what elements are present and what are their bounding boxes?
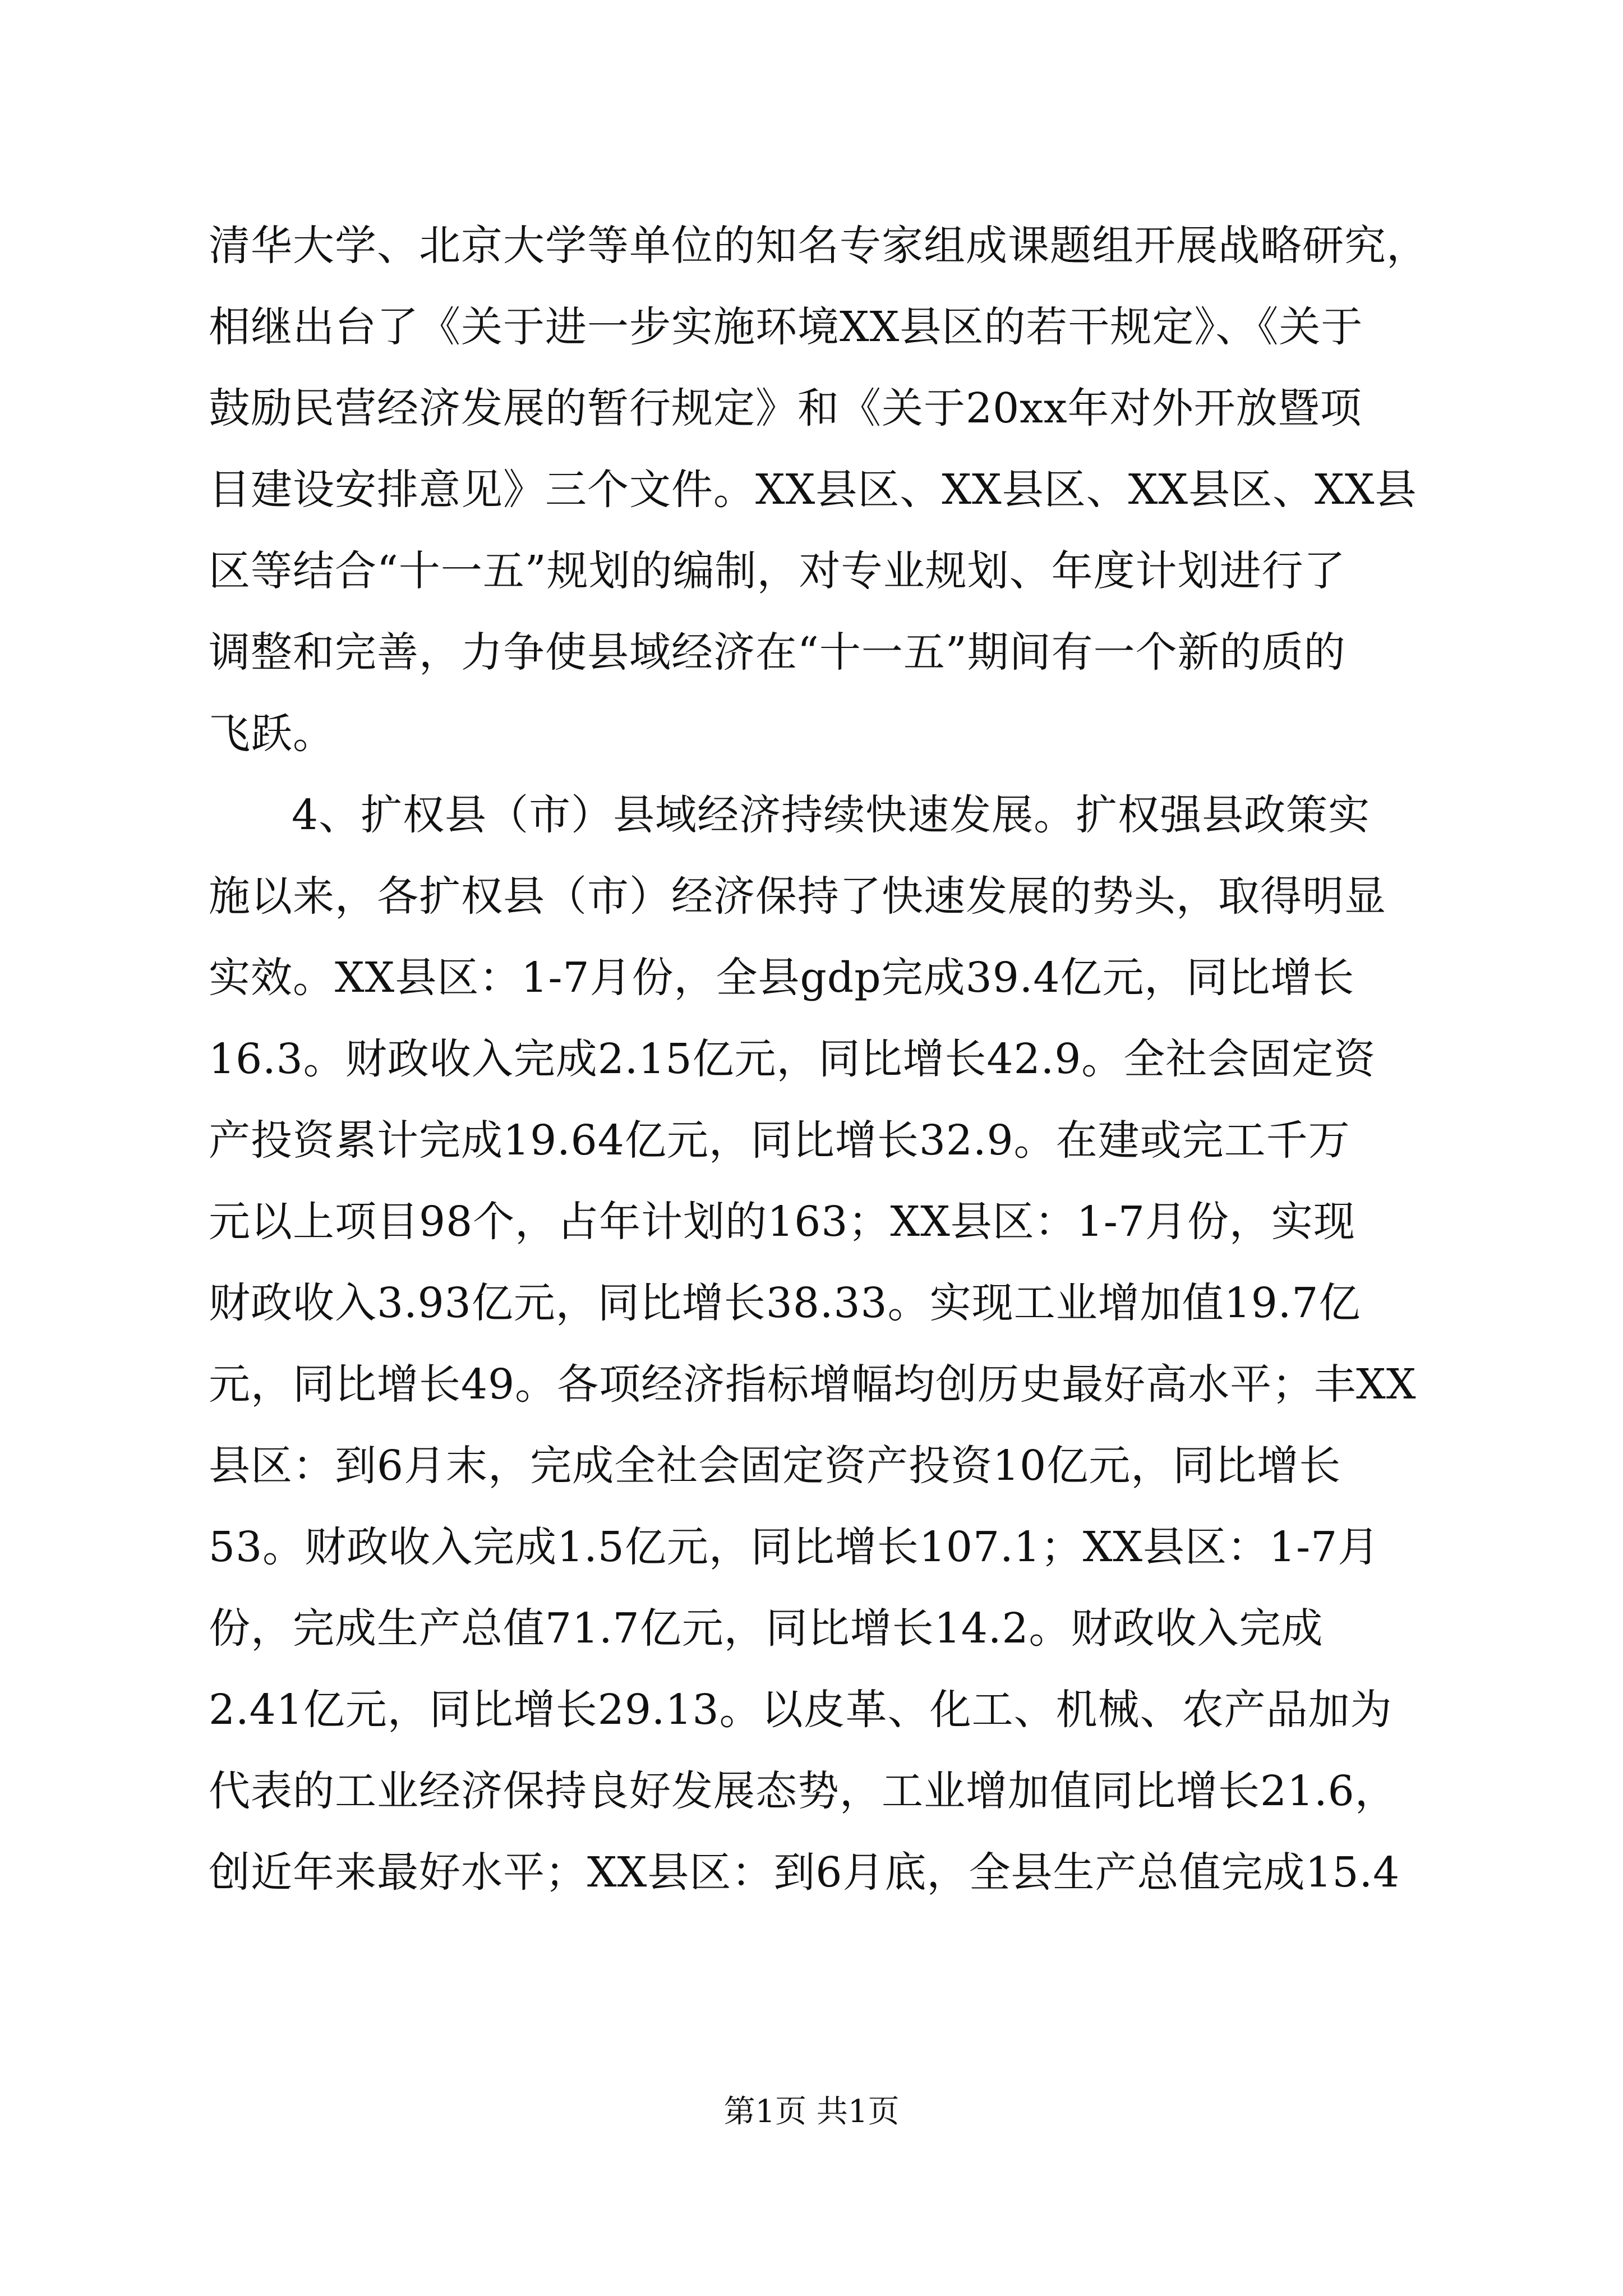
text-line: 4、扩权县（市）县域经济持续快速发展。扩权强县政策实 [292, 791, 1371, 839]
text-line: 元，同比增长49。各项经济指标增幅均创历史最好高水平；丰XX [209, 1360, 1417, 1409]
text-line: 元以上项目98个，占年计划的163；XX县区：1-7月份，实现 [209, 1198, 1355, 1246]
text-line: 份，完成生产总值71.7亿元，同比增长14.2。财政收入完成 [209, 1604, 1324, 1653]
text-line: 产投资累计完成19.64亿元，同比增长32.9。在建或完工千万 [209, 1116, 1350, 1165]
text-line: 16.3。财政收入完成2.15亿元，同比增长42.9。全社会固定资 [209, 1035, 1376, 1083]
text-line: 目建设安排意见》三个文件。XX县区、XX县区、XX县区、XX县 [209, 466, 1417, 514]
text-line: 县区：到6月末，完成全社会固定资产投资10亿元，同比增长 [209, 1442, 1341, 1490]
page-number-footer: 第1页 共1页 [723, 2093, 900, 2130]
text-line: 实效。XX县区：1-7月份，全县gdp完成39.4亿元，同比增长 [209, 954, 1355, 1002]
text-line: 调整和完善，力争使县域经济在“十一五”期间有一个新的质的 [209, 628, 1346, 677]
text-line: 创近年来最好水平；XX县区：到6月底，全县生产总值完成15.4 [209, 1848, 1400, 1897]
text-line: 施以来，各扩权县（市）经济保持了快速发展的势头，取得明显 [209, 872, 1386, 921]
text-line: 财政收入3.93亿元，同比增长38.33。实现工业增加值19.7亿 [209, 1279, 1361, 1327]
text-line: 相继出台了《关于进一步实施环境XX县区的若干规定》、《关于 [209, 303, 1363, 351]
text-line: 2.41亿元，同比增长29.13。以皮革、化工、机械、农产品加为 [209, 1686, 1393, 1734]
text-line: 53。财政收入完成1.5亿元，同比增长107.1；XX县区：1-7月 [209, 1523, 1380, 1571]
text-line: 清华大学、北京大学等单位的知名专家组成课题组开展战略研究， [209, 222, 1428, 270]
text-line: 飞跃。 [209, 710, 335, 758]
text-line: 鼓励民营经济发展的暂行规定》和《关于20xx年对外开放暨项 [209, 384, 1362, 432]
text-line: 区等结合“十一五”规划的编制，对专业规划、年度计划进行了 [209, 547, 1346, 595]
text-line: 代表的工业经济保持良好发展态势，工业增加值同比增长21.6， [209, 1767, 1397, 1815]
